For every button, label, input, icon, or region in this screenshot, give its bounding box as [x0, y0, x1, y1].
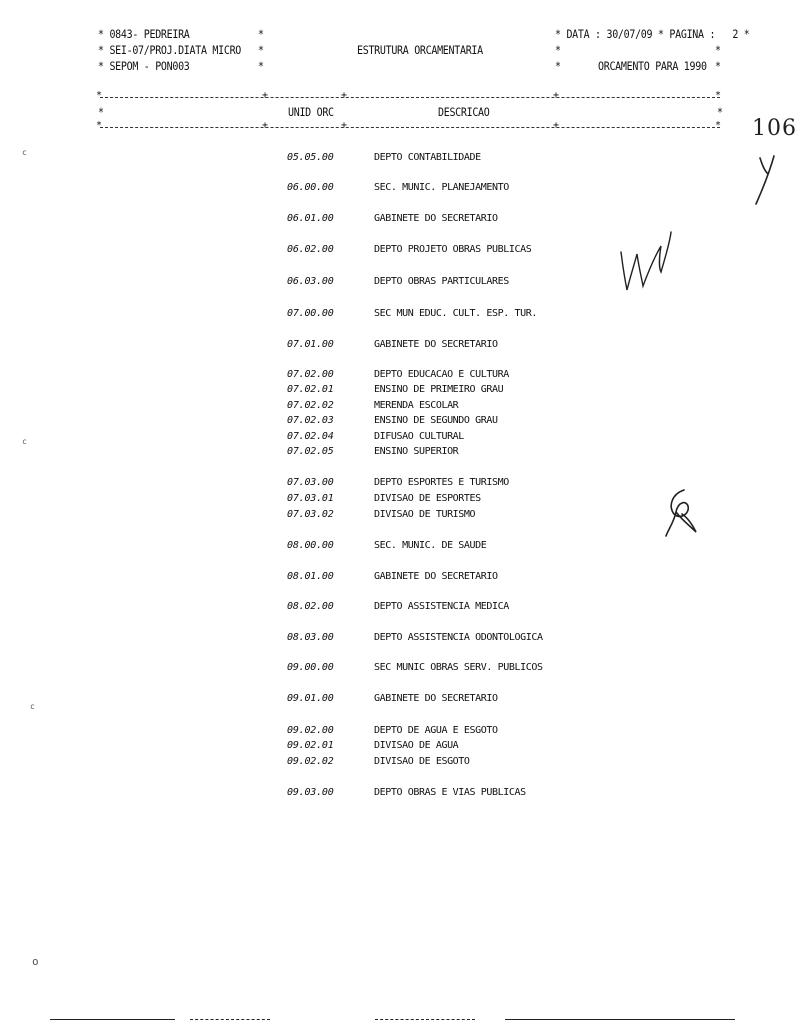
unit-description: GABINETE DO SECRETARIO — [374, 571, 498, 582]
unit-description: SEC MUNIC OBRAS SERV. PUBLICOS — [374, 662, 543, 673]
handwritten-initial-mark — [750, 150, 780, 210]
rule-mark: + — [262, 90, 269, 101]
unit-description: ENSINO DE SEGUNDO GRAU — [374, 415, 498, 426]
rule-mark: * — [96, 120, 103, 131]
rule-mark: * — [715, 90, 722, 101]
scan-speck: c — [30, 702, 35, 711]
header-right-border: * — [555, 45, 561, 58]
unit-code: 05.05.00 — [287, 152, 334, 163]
unit-code: 09.02.01 — [287, 740, 334, 751]
unit-description: DIVISAO DE ESGOTO — [374, 756, 470, 767]
unit-description: DEPTO DE AGUA E ESGOTO — [374, 725, 498, 736]
unit-description: SEC. MUNIC. DE SAUDE — [374, 540, 487, 551]
unit-code: 07.03.01 — [287, 493, 334, 504]
budget-year: ORCAMENTO PARA 1990 — [598, 61, 707, 74]
unit-code: 06.02.00 — [287, 244, 334, 255]
unit-description: SEC. MUNIC. PLANEJAMENTO — [374, 182, 509, 193]
unit-description: DIVISAO DE TURISMO — [374, 509, 476, 520]
unit-description: GABINETE DO SECRETARIO — [374, 693, 498, 704]
table-top-rule — [100, 97, 720, 98]
unit-description: MERENDA ESCOLAR — [374, 400, 459, 411]
unit-description: DEPTO OBRAS PARTICULARES — [374, 276, 509, 287]
unit-code: 08.01.00 — [287, 571, 334, 582]
table-right-border: * — [717, 107, 723, 120]
unit-code: 07.03.00 — [287, 477, 334, 488]
scan-speck: c — [22, 437, 27, 446]
header-right-border: * — [715, 61, 721, 74]
unit-code: 08.02.00 — [287, 601, 334, 612]
unit-code: 07.02.03 — [287, 415, 334, 426]
unit-description: DEPTO CONTABILIDADE — [374, 152, 481, 163]
unit-code: 07.02.00 — [287, 369, 334, 380]
bottom-edge-line — [375, 1019, 475, 1020]
bottom-edge-line — [190, 1019, 270, 1020]
scan-speck: o — [32, 955, 39, 968]
rule-mark: + — [553, 90, 560, 101]
handwritten-initials-mark — [662, 484, 702, 542]
unit-code: 07.00.00 — [287, 308, 334, 319]
unit-description: GABINETE DO SECRETARIO — [374, 339, 498, 350]
column-header-descricao: DESCRICAO — [438, 107, 490, 120]
header-right-border: * — [715, 45, 721, 58]
header-date-page: * DATA : 30/07/09 * PAGINA : 2 * — [555, 29, 750, 42]
unit-description: DIVISAO DE ESPORTES — [374, 493, 481, 504]
rule-mark: + — [341, 120, 348, 131]
unit-description: DEPTO EDUCACAO E CULTURA — [374, 369, 509, 380]
unit-code: 07.02.04 — [287, 431, 334, 442]
header-left-border: * — [258, 45, 264, 58]
bottom-edge-line — [505, 1019, 735, 1020]
handwritten-signature-mark — [615, 228, 675, 296]
table-header-bottom-rule — [100, 127, 720, 128]
header-left-border: * — [258, 29, 264, 42]
unit-description: DIFUSAO CULTURAL — [374, 431, 464, 442]
unit-code: 07.02.05 — [287, 446, 334, 457]
column-header-unid: UNID ORC — [288, 107, 334, 120]
unit-description: DIVISAO DE AGUA — [374, 740, 459, 751]
header-left-border: * — [258, 61, 264, 74]
header-system-line: * SEI-07/PROJ.DIATA MICRO — [98, 45, 242, 58]
header-right-border: * — [555, 61, 561, 74]
unit-description: ENSINO SUPERIOR — [374, 446, 459, 457]
unit-code: 06.03.00 — [287, 276, 334, 287]
bottom-edge-line — [50, 1019, 175, 1020]
unit-code: 09.02.00 — [287, 725, 334, 736]
unit-code: 09.01.00 — [287, 693, 334, 704]
unit-code: 07.02.02 — [287, 400, 334, 411]
scan-speck: c — [22, 148, 27, 157]
unit-code: 06.01.00 — [287, 213, 334, 224]
unit-code: 07.01.00 — [287, 339, 334, 350]
unit-description: GABINETE DO SECRETARIO — [374, 213, 498, 224]
rule-mark: * — [715, 120, 722, 131]
header-org-line: * 0843- PEDREIRA — [98, 29, 190, 42]
handwritten-page-number: 106 — [752, 116, 797, 141]
unit-description: ENSINO DE PRIMEIRO GRAU — [374, 384, 504, 395]
unit-description: DEPTO OBRAS E VIAS PUBLICAS — [374, 787, 526, 798]
unit-code: 09.02.02 — [287, 756, 334, 767]
rule-mark: + — [262, 120, 269, 131]
unit-description: DEPTO PROJETO OBRAS PUBLICAS — [374, 244, 532, 255]
report-title: ESTRUTURA ORCAMENTARIA — [357, 45, 483, 58]
unit-description: SEC MUN EDUC. CULT. ESP. TUR. — [374, 308, 537, 319]
unit-code: 07.03.02 — [287, 509, 334, 520]
unit-code: 08.00.00 — [287, 540, 334, 551]
unit-code: 09.03.00 — [287, 787, 334, 798]
unit-code: 08.03.00 — [287, 632, 334, 643]
header-program-line: * SEPOM - PON003 — [98, 61, 190, 74]
unit-description: DEPTO ASSISTENCIA MEDICA — [374, 601, 509, 612]
unit-code: 07.02.01 — [287, 384, 334, 395]
rule-mark: * — [96, 90, 103, 101]
unit-description: DEPTO ESPORTES E TURISMO — [374, 477, 509, 488]
rule-mark: + — [341, 90, 348, 101]
unit-description: DEPTO ASSISTENCIA ODONTOLOGICA — [374, 632, 543, 643]
unit-code: 06.00.00 — [287, 182, 334, 193]
table-left-border: * — [98, 107, 104, 120]
unit-code: 09.00.00 — [287, 662, 334, 673]
rule-mark: + — [553, 120, 560, 131]
